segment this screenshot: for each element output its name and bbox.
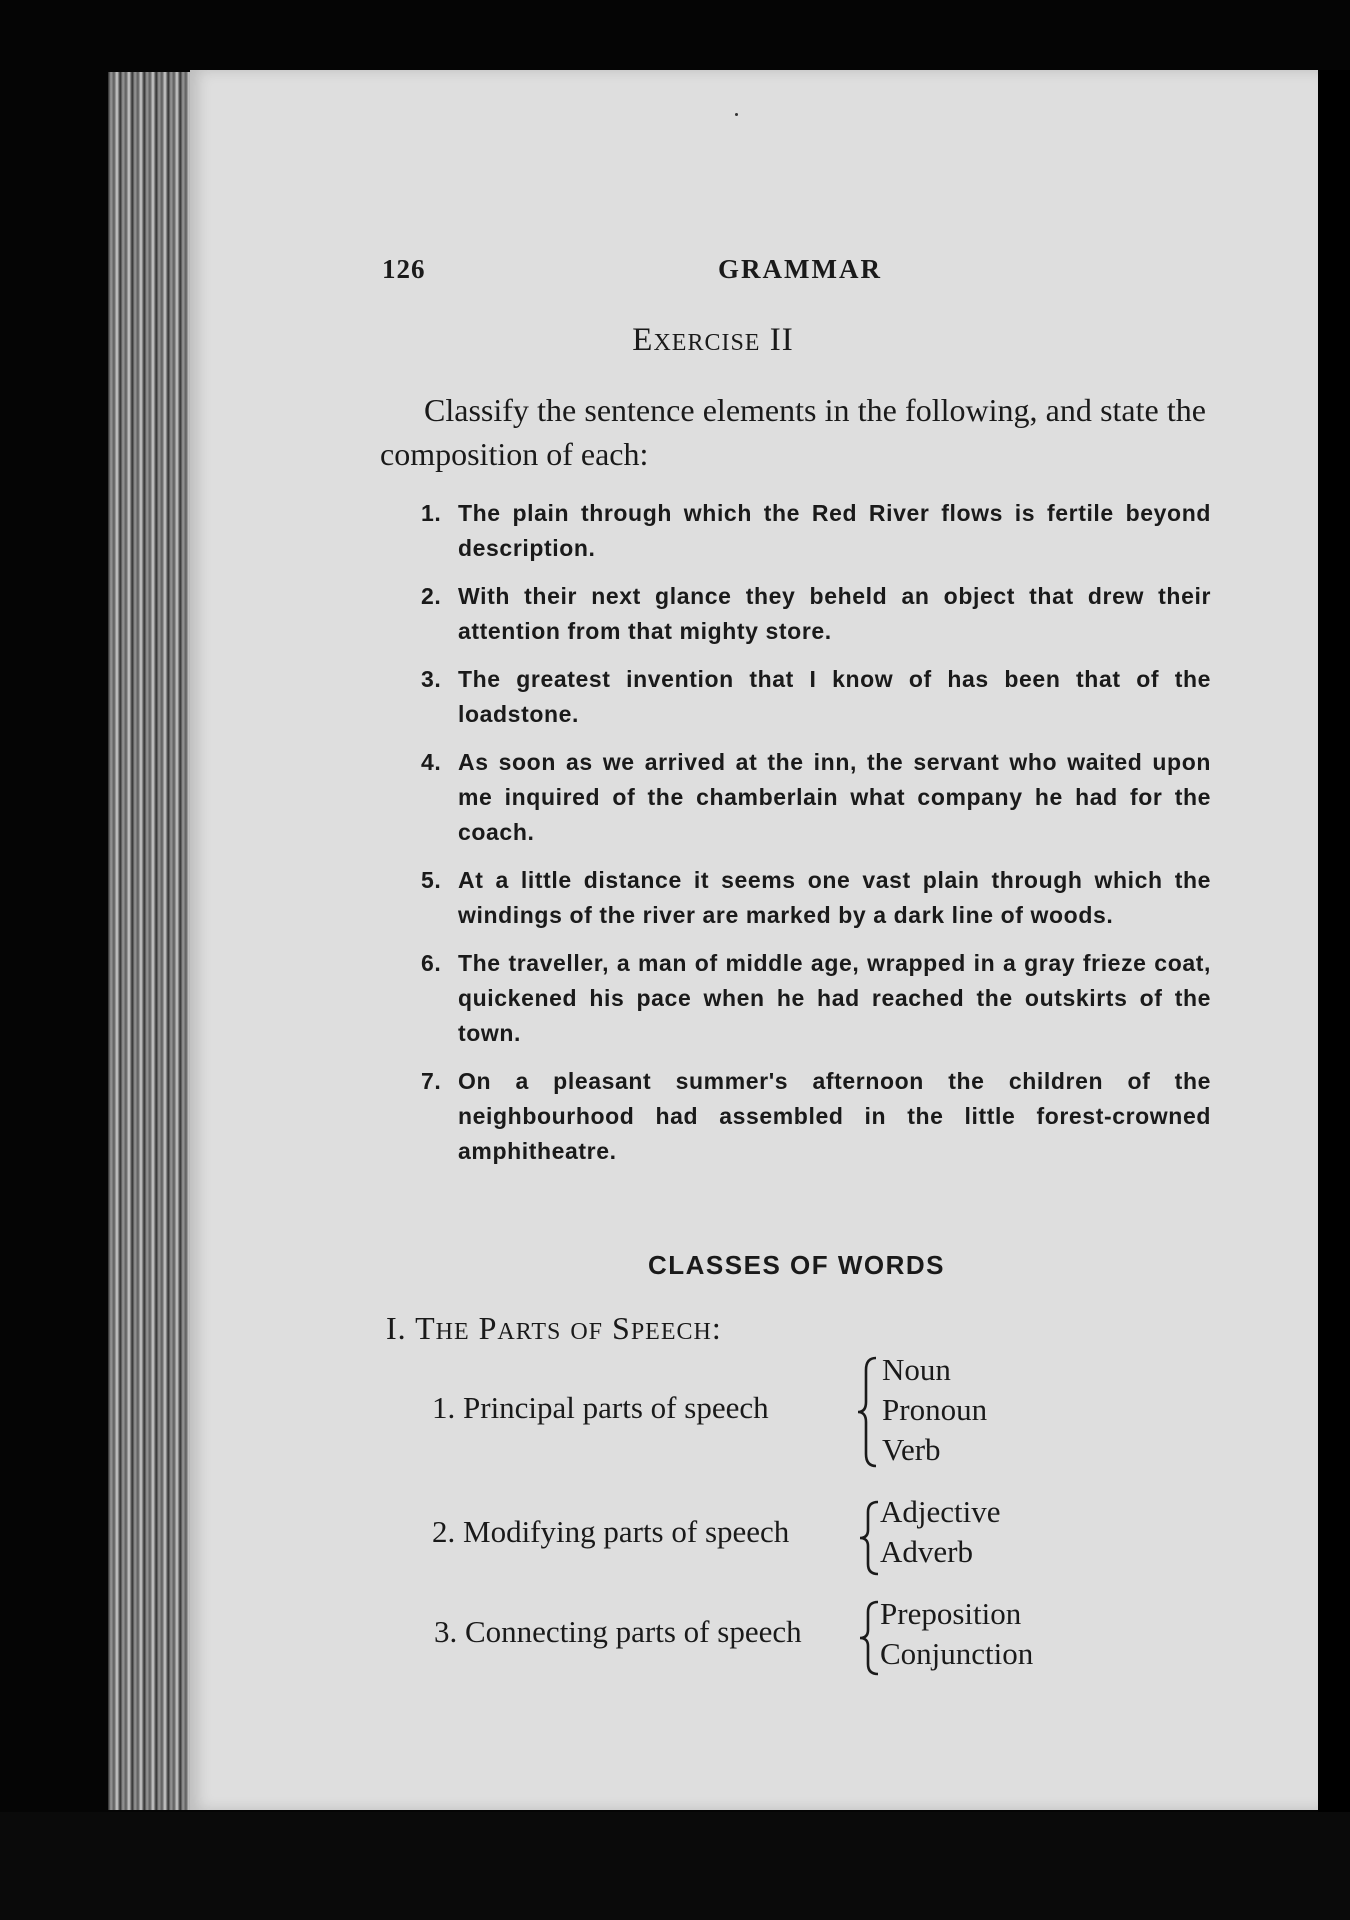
exercise-title-initial: E [632,322,654,358]
list-item: Conjunction [880,1636,1034,1671]
list-item [421,496,1211,566]
sentence-list [421,496,1211,1182]
sentence-number: 4. [421,749,442,775]
list-item [421,1064,1211,1169]
sentence-text: The plain through which the Red River flows is fertile beyond description. [458,500,1211,561]
exercise-instructions: Classify the sentence elements in the following, and state the composition of each: [380,392,1206,472]
title-word: THE [415,1310,470,1346]
list-item: Adjective [880,1494,1001,1529]
sentence-number: 7. [421,1068,442,1094]
sentence-text: As soon as we arrived at the inn, the servant who waited upon me inquired of the chamberlain what company he had for the coach. [458,749,1211,845]
running-head: GRAMMAR [718,254,882,284]
sentence-text: With their next glance they beheld an object that drew their attention from that mighty store. [458,583,1211,644]
brace-icon [856,1356,878,1468]
sentence-text: The traveller, a man of middle age, wrapped in a gray frieze coat, quickened his pace when he had reached the outskirts of the town. [458,950,1211,1046]
brace-icon [858,1600,880,1676]
sentence-number: 5. [421,867,442,893]
exercise-title-numeral: II [769,322,794,358]
sentence-text: The greatest invention that I know of has been that of the loadstone. [458,666,1211,727]
list-item [421,946,1211,1051]
scan-border-bottom [0,1812,1350,1920]
group-label: 2. Modifying parts of speech [432,1514,790,1549]
title-word: OF [570,1319,604,1345]
list-item [421,745,1211,850]
exercise-title-rest: XERCISE [653,330,761,356]
group-items [882,1350,987,1470]
section-heading: CLASSES OF WORDS [648,1250,946,1280]
list-item: Adverb [880,1534,973,1569]
group-items [880,1594,1033,1674]
title-word: SPEECH [612,1310,712,1346]
list-item: Noun [882,1352,951,1387]
list-item: Preposition [880,1596,1022,1631]
list-item [421,863,1211,933]
subsection-numeral: I. [386,1310,407,1346]
list-item: Verb [882,1432,941,1467]
sentence-number: 3. [421,666,442,692]
group-label: 3. Connecting parts of speech [434,1614,802,1649]
exercise-title [0,322,1350,359]
list-item [421,579,1211,649]
sentence-number: 2. [421,583,442,609]
sentence-number: 1. [421,500,442,526]
title-colon: : [711,1310,722,1346]
sentence-text: On a pleasant summer's afternoon the children of the neighbourhood had assembled in the little forest-crowned amphitheatre. [458,1068,1211,1164]
sentence-number: 6. [421,950,442,976]
brace-icon [858,1500,880,1576]
sentence-text: At a little distance it seems one vast plain through which the windings of the river are marked by a dark line of woods. [458,867,1211,928]
group-label: 1. Principal parts of speech [432,1390,769,1425]
list-item: Pronoun [882,1392,988,1427]
group-items [880,1492,1001,1572]
list-item [421,662,1211,732]
subsection-heading [386,1310,722,1347]
title-word: PARTS [478,1310,562,1346]
speck [735,113,738,116]
page-number: 126 [382,254,426,284]
